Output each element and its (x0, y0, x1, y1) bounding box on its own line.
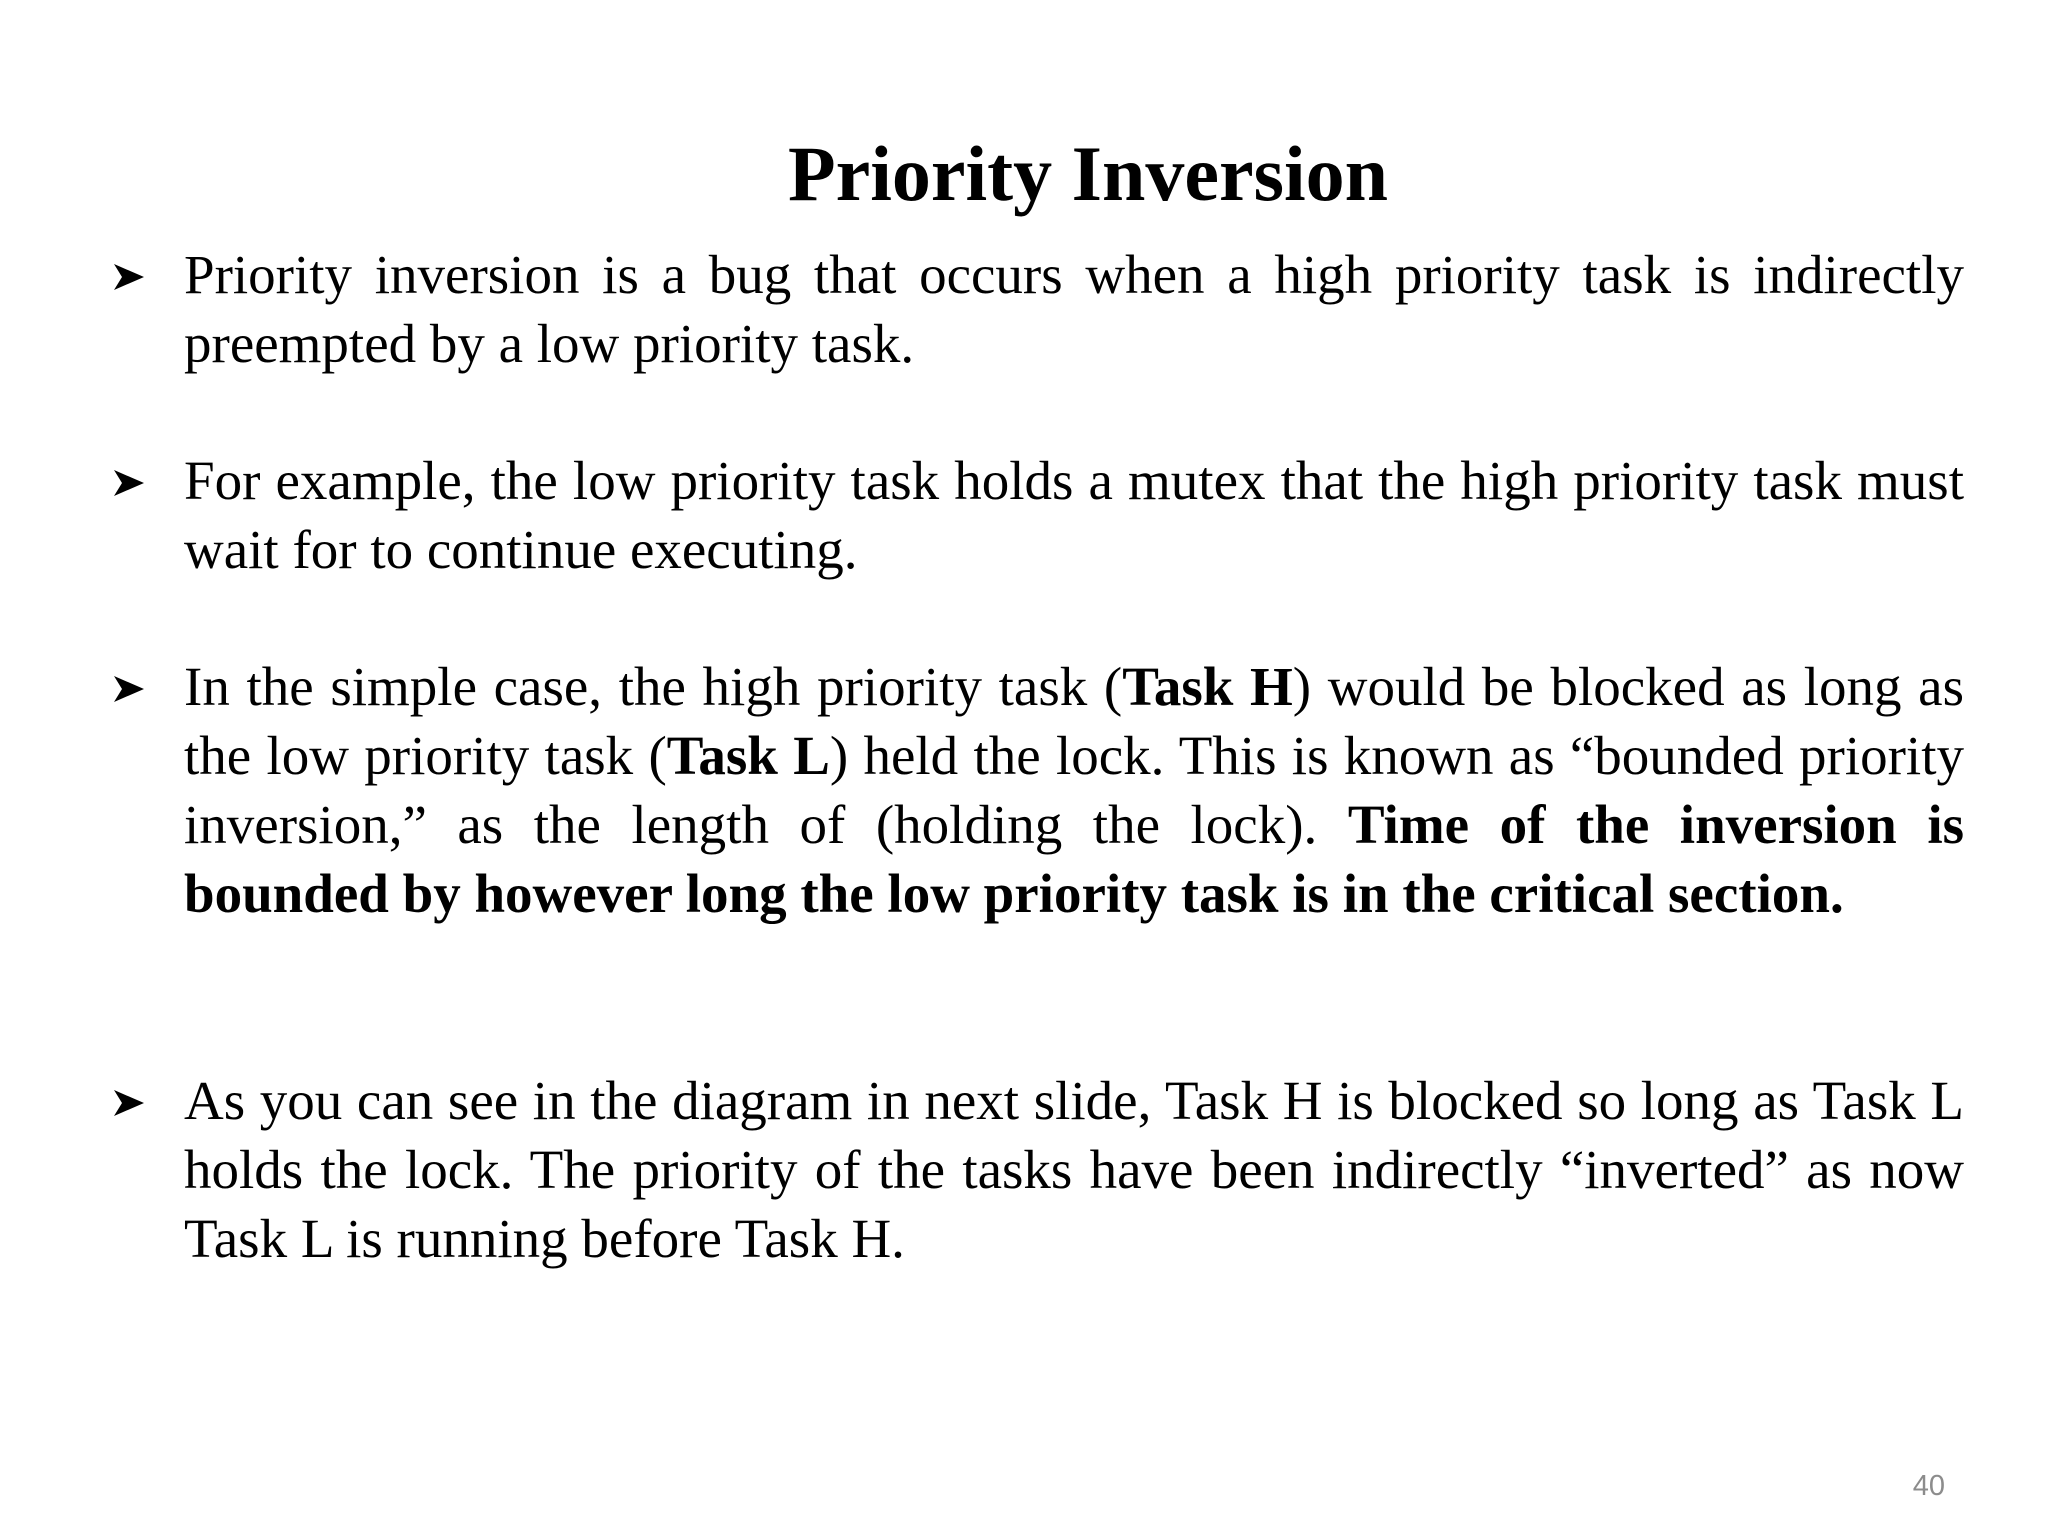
arrowhead-bullet-icon (112, 1086, 146, 1120)
bullet-segment: ) would be blocked as long as the low priority task ( (184, 656, 1964, 786)
arrowhead-bullet-icon (112, 260, 146, 294)
bullet-segment: Priority inversion is a bug that occurs when a high priority task is indirectly preempted by a low priority task. (184, 244, 1964, 374)
bullet-segment-bold: Task H (1122, 656, 1293, 717)
slide-title-text: Priority Inversion (787, 130, 1389, 217)
bullet-text (184, 240, 1964, 378)
bullet-segment: ) held the lock. This is known as “bounded priority inversion,” as the length of (holding the lock). (184, 725, 1964, 855)
bullet-text (184, 1066, 1964, 1273)
bullet-segment-bold: Time of the inversion is bounded by however long the low priority task is in the critical section. (184, 794, 1965, 924)
bullet-text (184, 652, 1964, 928)
bullet-segment: For example, the low priority task holds a mutex that the high priority task must wait for to continue executing. (184, 450, 1964, 580)
bullet-segment: As you can see in the diagram in next slide, Task H is blocked so long as Task L holds the lock. The priority of the tasks have been indirectly “inverted” as now Task L is running before Task H. (184, 1070, 1964, 1269)
arrowhead-bullet-icon (112, 466, 146, 500)
bullet-segment-bold: Task L (666, 725, 830, 786)
page-number: 40 (1912, 1470, 1945, 1502)
bullet-segment: In the simple case, the high priority task ( (184, 656, 1123, 717)
bullet-text (184, 446, 1964, 584)
arrowhead-bullet-icon (112, 672, 146, 706)
